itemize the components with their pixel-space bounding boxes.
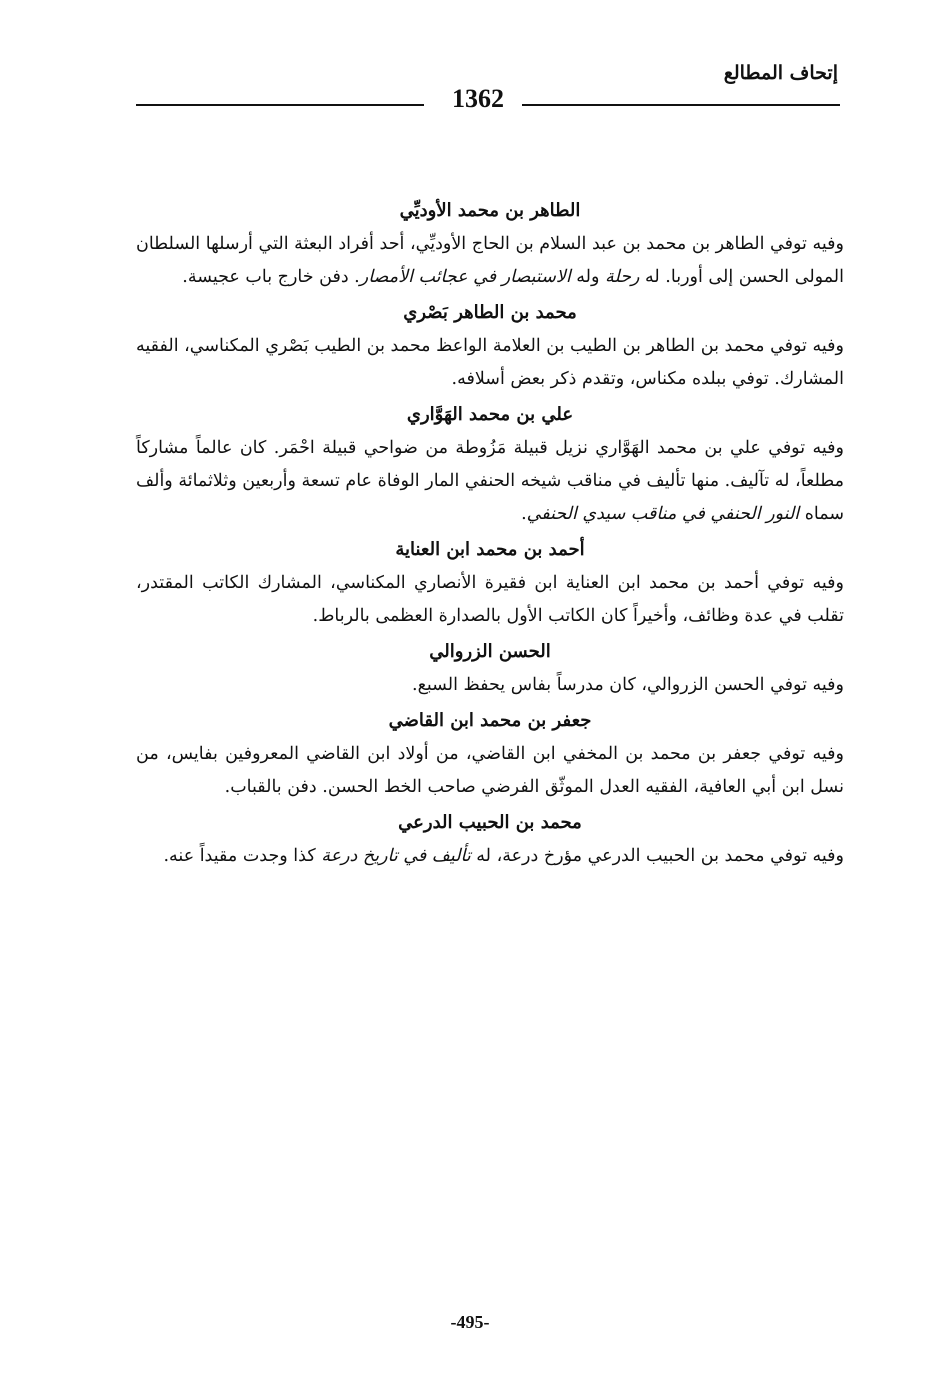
entry-body — [136, 228, 844, 294]
header-rule-left — [136, 104, 424, 106]
entry-title: محمد بن الطاهر بَصْري — [403, 302, 577, 323]
year-header — [136, 84, 840, 120]
body-text: وفيه توفي محمد بن الطاهر بن الطيب بن العلامة الواعظ محمد بن الطيب بَصْري المكناسي، الفقيه المشارك. توفي ببلده مكناس، وتقدم ذكر بعض أسلافه. — [136, 336, 844, 389]
italic-work-title: رحلة — [605, 267, 640, 287]
body-text: . — [521, 504, 527, 524]
body-text: كذا وجدت مقيداً عنه. — [163, 846, 322, 866]
body-text: وفيه توفي جعفر بن محمد بن المخفي ابن القاضي، من أولاد ابن القاضي المعروفين بفايس، من نسل ابن أبي العافية، الفقيه العدل الموثّق الفرضي صاحب الخط الحسن. دفن بالقباب. — [136, 744, 844, 797]
running-head-book-title: إتحاف المطالع — [723, 62, 838, 84]
body-text: وفيه توفي الطاهر بن محمد بن عبد السلام بن الحاج الأوديِّي، أحد أفراد البعثة التي أرسلها السلطان المولى الحسن إلى أوربا. له — [136, 234, 844, 287]
entry — [136, 400, 844, 531]
italic-work-title: الاستبصار في عجائب الأمصار — [359, 267, 571, 287]
entry — [136, 535, 844, 633]
body-text: وله — [570, 267, 606, 287]
entry — [136, 637, 844, 702]
entry — [136, 706, 844, 804]
entry-title: محمد بن الحبيب الدرعي — [398, 812, 582, 833]
entry-title: الطاهر بن محمد الأوديِّي — [399, 200, 581, 221]
entry-body — [136, 840, 844, 873]
entry-body — [136, 669, 844, 702]
body-text: وفيه توفي الحسن الزروالي، كان مدرساً بفاس يحفظ السبع. — [412, 675, 844, 695]
entry — [136, 808, 844, 873]
entry-body — [136, 330, 844, 396]
header-rule-right — [522, 104, 840, 106]
entry-title: أحمد بن محمد ابن العناية — [395, 539, 585, 560]
italic-work-title: النور الحنفي في مناقب سيدي الحنفي — [526, 504, 800, 524]
hijri-year: 1362 — [452, 84, 504, 113]
body-text: . دفن خارج باب عجيسة. — [182, 267, 360, 287]
page-number: -495- — [450, 1312, 490, 1332]
entry-title: الحسن الزروالي — [429, 641, 551, 662]
entry — [136, 298, 844, 396]
entry-body — [136, 432, 844, 531]
entry-body — [136, 738, 844, 804]
body-text: وفيه توفي علي بن محمد الهَوَّاري نزيل قبيلة مَزُوطة من ضواحي قبيلة احْمَر. كان عالماً مشاركاً مطلعاً، له تآليف. منها تأليف في مناقب شيخه الحنفي المار الوفاة عام تسعة وأربعين وثلاثمائة وألف سماه — [136, 438, 844, 524]
entry — [136, 196, 844, 294]
entry-body — [136, 567, 844, 633]
entry-title: جعفر بن محمد ابن القاضي — [388, 710, 592, 731]
entry-title: علي بن محمد الهَوَّاري — [406, 404, 574, 425]
body-text: وفيه توفي محمد بن الحبيب الدرعي مؤرخ درعة، له — [470, 846, 844, 866]
italic-work-title: تأليف في تاريخ درعة — [321, 846, 471, 866]
obituary-entries — [136, 196, 844, 877]
body-text: وفيه توفي أحمد بن محمد ابن العناية ابن فقيرة الأنصاري المكناسي، المشارك الكاتب المقتدر، تقلب في عدة وظائف، وأخيراً كان الكاتب الأول بالصدارة العظمى بالرباط. — [136, 573, 844, 626]
